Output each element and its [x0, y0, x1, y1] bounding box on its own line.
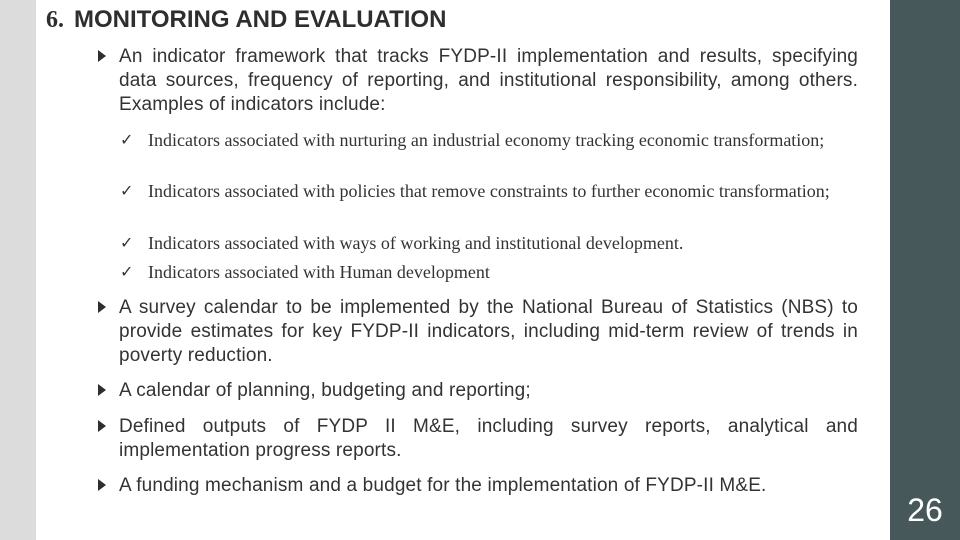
sub-bullet-text: Indicators associated with nurturing an industrial economy tracking economic transformation; [148, 130, 825, 150]
right-sidebar-panel [890, 0, 960, 540]
bullet-item [98, 415, 858, 463]
bullet-item [98, 474, 858, 498]
sub-bullet-item [120, 232, 860, 255]
checkmark-icon: ✓ [120, 262, 134, 281]
triangle-arrow-icon [98, 420, 106, 432]
bullet-item [98, 45, 858, 117]
checkmark-icon: ✓ [120, 233, 134, 252]
title-number: 6. [46, 7, 64, 33]
bullet-item [98, 296, 858, 368]
bullet-text: An indicator framework that tracks FYDP-II implementation and results, specifying data sources, frequency of reporting, and institutional responsibility, among others. Examples of indicators include: [119, 46, 858, 115]
triangle-arrow-icon [98, 384, 106, 396]
triangle-arrow-icon [98, 301, 106, 313]
sub-bullet-text: Indicators associated with ways of working and institutional development. [148, 233, 684, 253]
checkmark-icon: ✓ [120, 181, 134, 200]
sub-bullet-text: Indicators associated with policies that remove constraints to further economic transformation; [148, 181, 830, 201]
triangle-arrow-icon [98, 479, 106, 491]
checkmark-icon: ✓ [120, 130, 134, 149]
triangle-arrow-icon [98, 50, 106, 62]
sub-bullet-item [120, 129, 860, 152]
bullet-text: A calendar of planning, budgeting and reporting; [119, 380, 531, 401]
sub-bullet-item [120, 180, 860, 203]
sub-bullet-text: Indicators associated with Human development [148, 262, 490, 282]
left-decorative-strip [0, 0, 36, 540]
bullet-item [98, 379, 858, 403]
bullet-text: A funding mechanism and a budget for the implementation of FYDP-II M&E. [119, 475, 767, 496]
sub-bullet-item [120, 261, 860, 284]
slide-title [46, 6, 446, 34]
bullet-text: Defined outputs of FYDP II M&E, including survey reports, analytical and implementation progress reports. [119, 416, 858, 461]
page-number: 26 [907, 492, 943, 528]
bullet-text: A survey calendar to be implemented by the National Bureau of Statistics (NBS) to provide estimates for key FYDP-II indicators, including mid-term review of trends in poverty reduction. [119, 297, 858, 366]
title-text: MONITORING AND EVALUATION [74, 6, 447, 33]
